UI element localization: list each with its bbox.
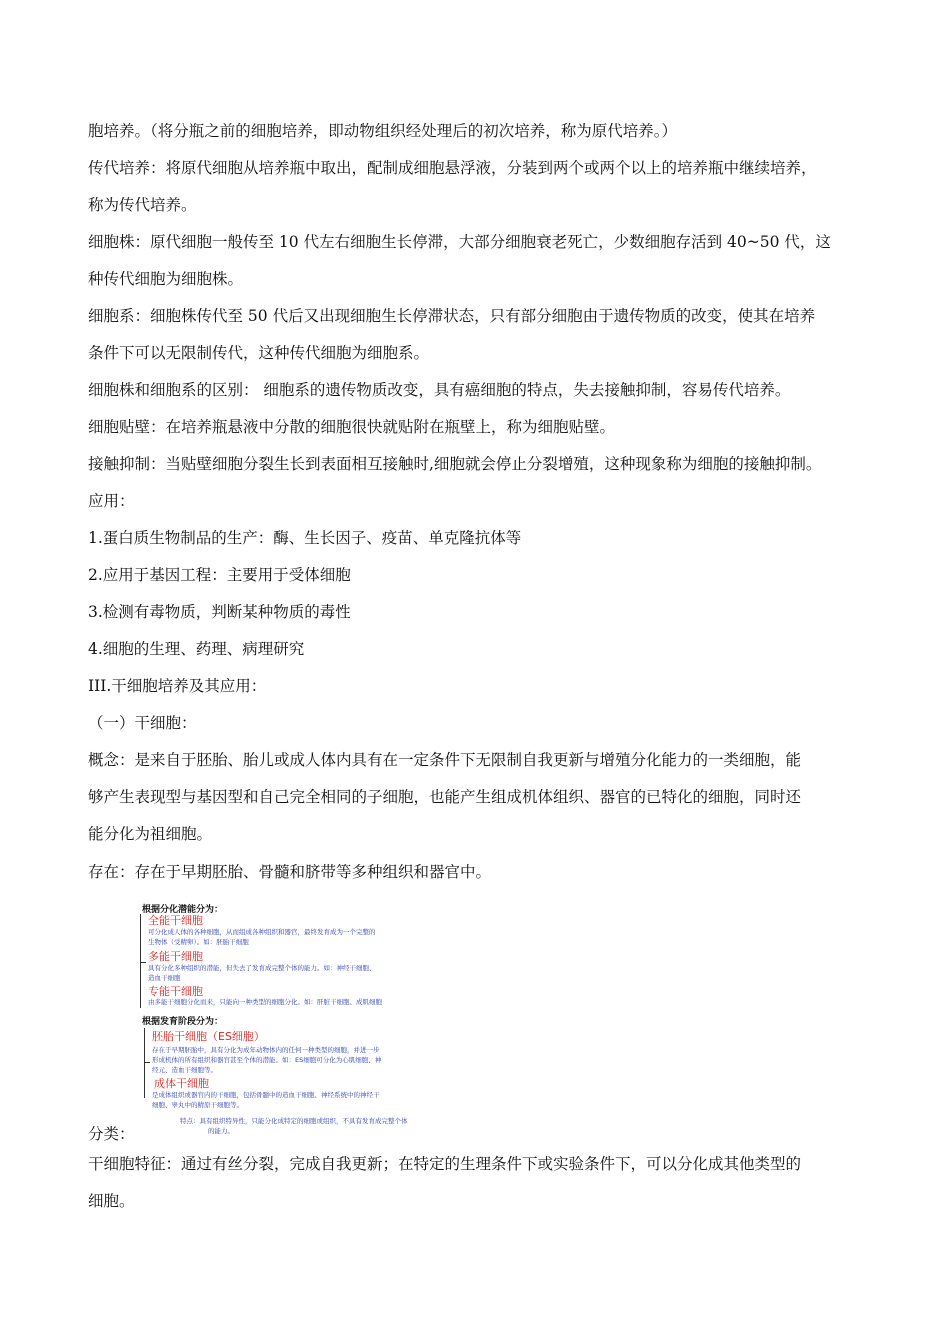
paragraph xyxy=(88,113,868,150)
paragraph xyxy=(88,631,868,668)
totipotent-desc-2: 生物体（受精卵）。如：胚胎干细胞 xyxy=(148,938,249,946)
paragraph xyxy=(88,298,868,372)
totipotent-desc-1: 可分化成人体的各种细胞，从而组成各种组织和器官，最终发育成为一个完整的 xyxy=(148,928,376,936)
paragraph xyxy=(88,594,868,631)
text-line: 细胞株：原代细胞一般传至 10 代左右细胞生长停滞，大部分细胞衰老死亡，少数细胞存活到 40~50 代，这 xyxy=(88,233,831,251)
pluripotent-desc-1: 具有分化多种组织的潜能，但失去了发育成完整个体的能力。如：神经干细胞、 xyxy=(148,964,376,972)
pluripotent-title: 多能干细胞 xyxy=(148,950,203,963)
adult-feature-2: 的能力。 xyxy=(208,1127,234,1135)
classification-label: 分类： xyxy=(88,1125,135,1143)
text-line: 条件下可以无限制传代，这种传代细胞为细胞系。 xyxy=(88,344,430,362)
text-line: 接触抑制：当贴壁细胞分裂生长到表面相互接触时,细胞就会停止分裂增殖，这种现象称为细胞的接触抑制。 xyxy=(88,455,822,473)
paragraph xyxy=(88,409,868,446)
text-line: 细胞。 xyxy=(88,1192,135,1210)
stem-cell-classification-diagram xyxy=(140,900,470,1142)
paragraph xyxy=(88,150,868,224)
stage-heading: 根据发育阶段分为： xyxy=(142,1017,224,1027)
adult-desc-1: 是成体组织或器官内的干细胞，包括骨髓中的造血干细胞、神经系统中的神经干 xyxy=(152,1091,380,1099)
potency-heading: 根据分化潜能分为： xyxy=(142,905,224,915)
unipotent-title: 专能干细胞 xyxy=(148,985,203,998)
text-line: 够产生表现型与基因型和自己完全相同的子细胞，也能产生组成机体组织、器官的已特化的细胞，同时还 xyxy=(88,788,802,806)
embryonic-desc-2: 形成机体的所有组织和器官甚至个体的潜能。如：ES细胞可分化为心肌细胞、神 xyxy=(152,1056,382,1064)
paragraph xyxy=(88,483,868,520)
text-line: 应用： xyxy=(88,492,135,510)
stem-cell-features-paragraph xyxy=(88,1146,868,1220)
adult-desc-2: 细胞、睾丸中的精原干细胞等。 xyxy=(152,1101,243,1109)
text-line: （一）干细胞： xyxy=(88,714,197,732)
text-line: 存在：存在于早期胚胎、骨髓和脐带等多种组织和器官中。 xyxy=(88,863,492,881)
text-line: 概念：是来自于胚胎、胎儿或成人体内具有在一定条件下无限制自我更新与增殖分化能力的一类细胞，能 xyxy=(88,751,802,769)
embryonic-desc-3: 经元、造血干细胞等。 xyxy=(152,1066,217,1074)
text-line: 种传代细胞为细胞株。 xyxy=(88,270,244,288)
text-line: 传代培养：将原代细胞从培养瓶中取出，配制成细胞悬浮液，分装到两个或两个以上的培养瓶中继续培养， xyxy=(88,159,817,177)
text-line: 细胞株和细胞系的区别： 细胞系的遗传物质改变，具有癌细胞的特点，失去接触抑制，容易传代培养。 xyxy=(88,381,791,399)
totipotent-title: 全能干细胞 xyxy=(148,914,203,927)
text-line: 称为传代培养。 xyxy=(88,196,197,214)
paragraph xyxy=(88,372,868,409)
embryonic-title: 胚胎干细胞（ES细胞） xyxy=(152,1030,265,1043)
text-line: 3.检测有毒物质，判断某种物质的毒性 xyxy=(88,603,351,621)
paragraph xyxy=(88,224,868,298)
paragraph xyxy=(88,742,868,853)
adult-feature-1: 特点：具有组织特异性，只能分化成特定的细胞或组织，不具有发育成完整个体 xyxy=(180,1117,408,1125)
paragraph xyxy=(88,854,868,891)
embryonic-desc-1: 存在于早期胚胎中，具有分化为成年动物体内的任何一种类型的细胞，并进一步 xyxy=(152,1046,380,1054)
text-line: 1.蛋白质生物制品的生产：酶、生长因子、疫苗、单克隆抗体等 xyxy=(88,529,522,547)
paragraph xyxy=(88,668,868,705)
text-line: 4.细胞的生理、药理、病理研究 xyxy=(88,640,305,658)
text-line: 细胞贴壁：在培养瓶悬液中分散的细胞很快就贴附在瓶壁上，称为细胞贴壁。 xyxy=(88,418,616,436)
paragraph xyxy=(88,557,868,594)
pluripotent-desc-2: 造血干细胞 xyxy=(148,974,181,982)
paragraph xyxy=(88,520,868,557)
text-line: 2.应用于基因工程：主要用于受体细胞 xyxy=(88,566,351,584)
unipotent-desc: 由多能干细胞分化而来，只能向一种类型的细胞分化。如：肝脏干细胞、成肌细胞 xyxy=(148,998,382,1006)
text-line: 细胞系：细胞株传代至 50 代后又出现细胞生长停滞状态，只有部分细胞由于遗传物质的改变，使其在培养 xyxy=(88,307,816,325)
paragraph xyxy=(88,705,868,742)
paragraph xyxy=(88,446,868,483)
text-line: 胞培养。（将分瓶之前的细胞培养，即动物组织经处理后的初次培养，称为原代培养。） xyxy=(88,122,678,140)
text-line: 干细胞特征：通过有丝分裂，完成自我更新；在特定的生理条件下或实验条件下，可以分化成其他类型的 xyxy=(88,1155,802,1173)
potency-brace xyxy=(140,914,141,1008)
stage-brace xyxy=(144,1028,145,1098)
adult-title: 成体干细胞 xyxy=(154,1077,209,1090)
text-line: 能分化为祖细胞。 xyxy=(88,825,213,843)
text-line: III.干细胞培养及其应用： xyxy=(88,677,267,695)
